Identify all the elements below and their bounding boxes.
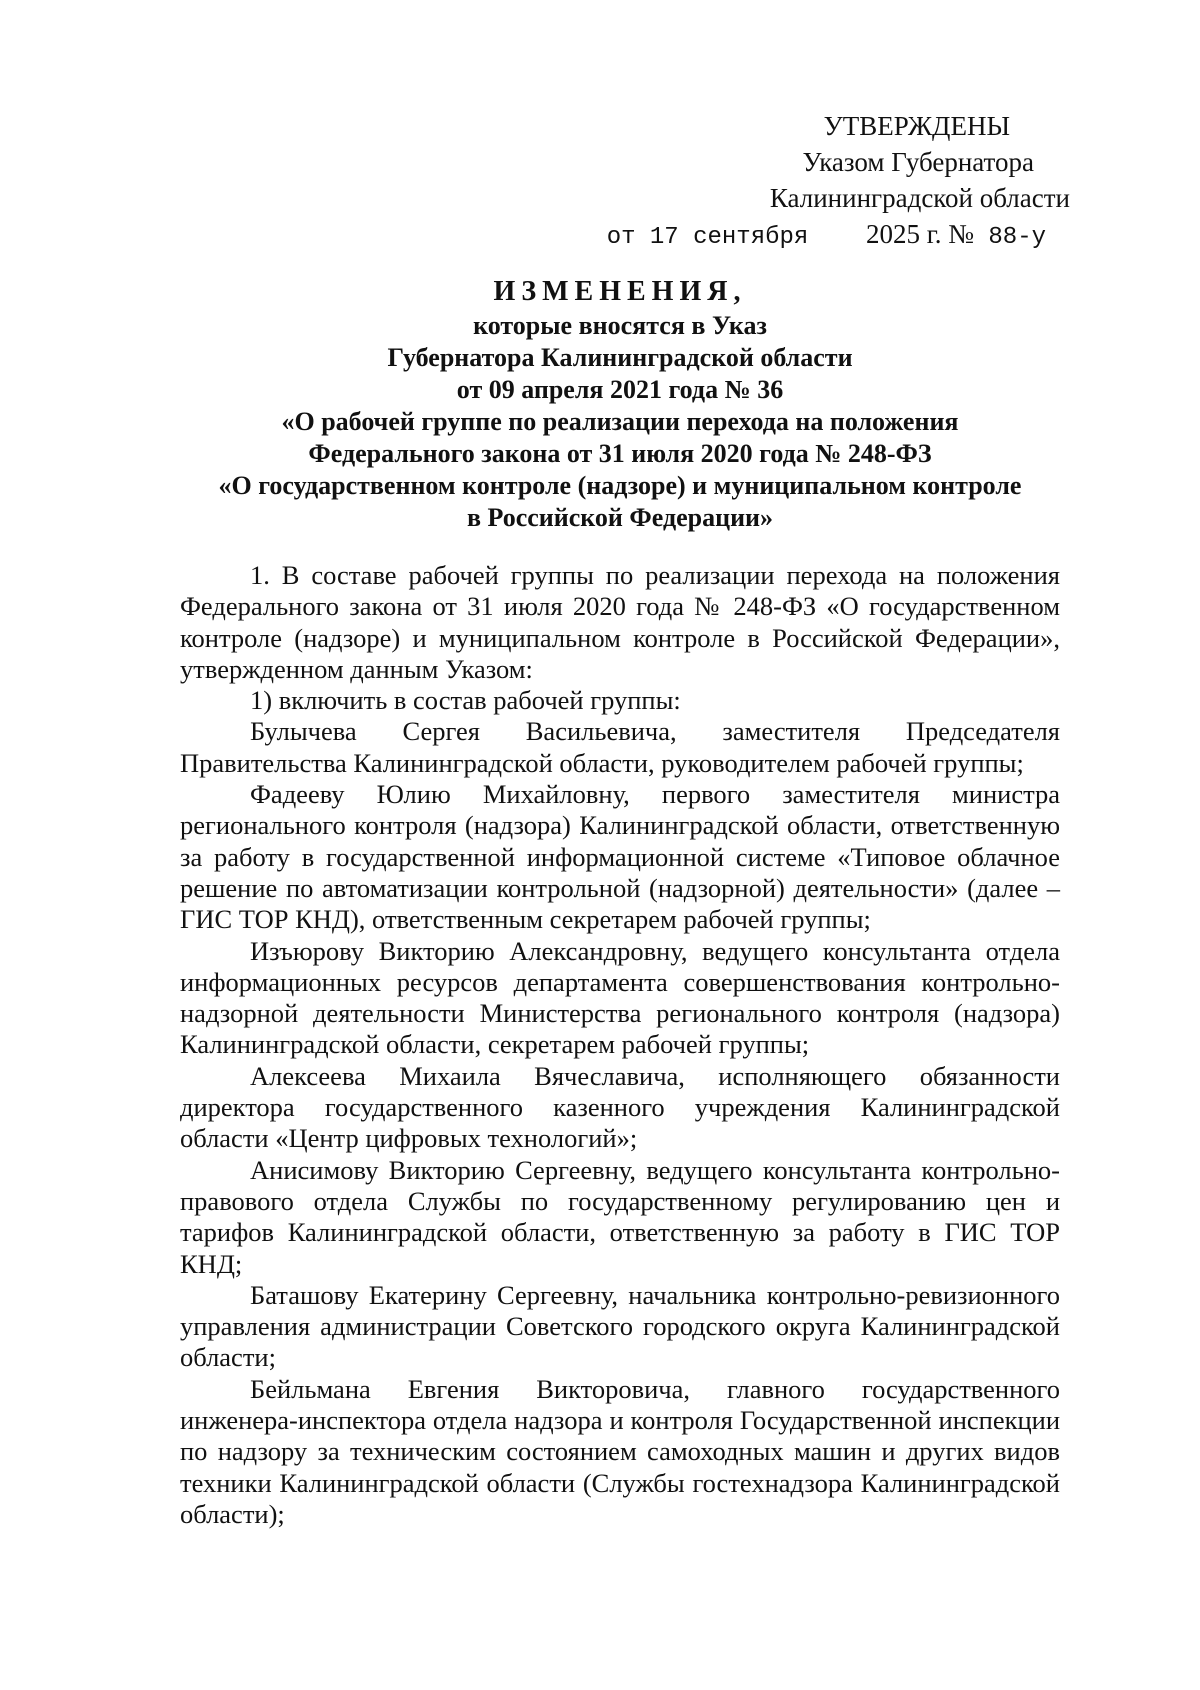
approval-year: 2025 г. № <box>865 219 974 249</box>
title-head: ИЗМЕНЕНИЯ, <box>493 276 747 307</box>
document-body <box>180 560 1060 1530</box>
approval-date: от 17 сентября <box>606 224 809 251</box>
approval-number: 88-у <box>988 224 1046 251</box>
member-entry: Анисимову Викторию Сергеевну, ведущего консультанта контрольно-правового отдела Службы по государственному регулированию цен и тарифов Калининградской области, ответственную за работу в ГИС ТОР КНД; <box>180 1154 1060 1279</box>
member-entry: Изъюрову Викторию Александровну, ведущего консультанта отдела информационных ресурсов департамента совершенствования контрольно-надзорной деятельности Министерства регионального контроля (надзора) Калининградской области, секретарем рабочей группы; <box>180 935 1060 1060</box>
document-title <box>170 276 1070 534</box>
title-line: которые вносятся в Указ <box>473 311 767 340</box>
title-line: от 09 апреля 2021 года № 36 <box>456 375 784 404</box>
title-line: Федерального закона от 31 июля 2020 года № 248-ФЗ <box>308 439 932 468</box>
member-entry: Фадееву Юлию Михайловну, первого заместителя министра регионального контроля (надзора) Калининградской области, ответственную за работу в государственной информационной системе «Типовое облачное решение по автоматизации контрольной (надзорной) деятельности» (далее – ГИС ТОР КНД), ответственным секретарем рабочей группы; <box>180 779 1060 935</box>
title-line: «О государственном контроле (надзоре) и муниципальном контроле <box>218 471 1022 500</box>
title-line: «О рабочей группе по реализации перехода на положения <box>281 407 959 436</box>
member-entry: Алексеева Михаила Вячеславича, исполняющего обязанности директора государственного казенного учреждения Калининградской области «Центр цифровых технологий»; <box>180 1060 1060 1154</box>
paragraph-include: 1) включить в состав рабочей группы: <box>250 685 681 716</box>
approval-line-approved: УТВЕРЖДЕНЫ <box>823 111 1010 141</box>
title-line: в Российской Федерации» <box>466 503 774 532</box>
member-entry: Баташову Екатерину Сергеевну, начальника контрольно-ревизионного управления администрации Советского городского округа Калининградской области; <box>180 1279 1060 1373</box>
approval-stamp <box>607 108 1070 256</box>
approval-line-region: Калининградской области <box>769 183 1070 213</box>
member-entry: Булычева Сергея Васильевича, заместителя Председателя Правительства Калининградской области, руководителем рабочей группы; <box>180 716 1060 778</box>
approval-line-decree: Указом Губернатора <box>802 147 1034 177</box>
approval-line-date <box>607 216 1046 256</box>
paragraph-1: 1. В составе рабочей группы по реализации перехода на положения Федерального закона от 31 июля 2020 года № 248-ФЗ «О государственном контроле (надзоре) и муниципальном контроле в Российской Федерации», утвержденном данным Указом: <box>180 560 1060 684</box>
member-entry: Бейльмана Евгения Викторовича, главного государственного инженера-инспектора отдела надзора и контроля Государственной инспекции по надзору за техническим состоянием самоходных машин и других видов техники Калининградской области (Службы гостехнадзора Калининградской области); <box>180 1373 1060 1529</box>
title-line: Губернатора Калининградской области <box>387 343 853 372</box>
